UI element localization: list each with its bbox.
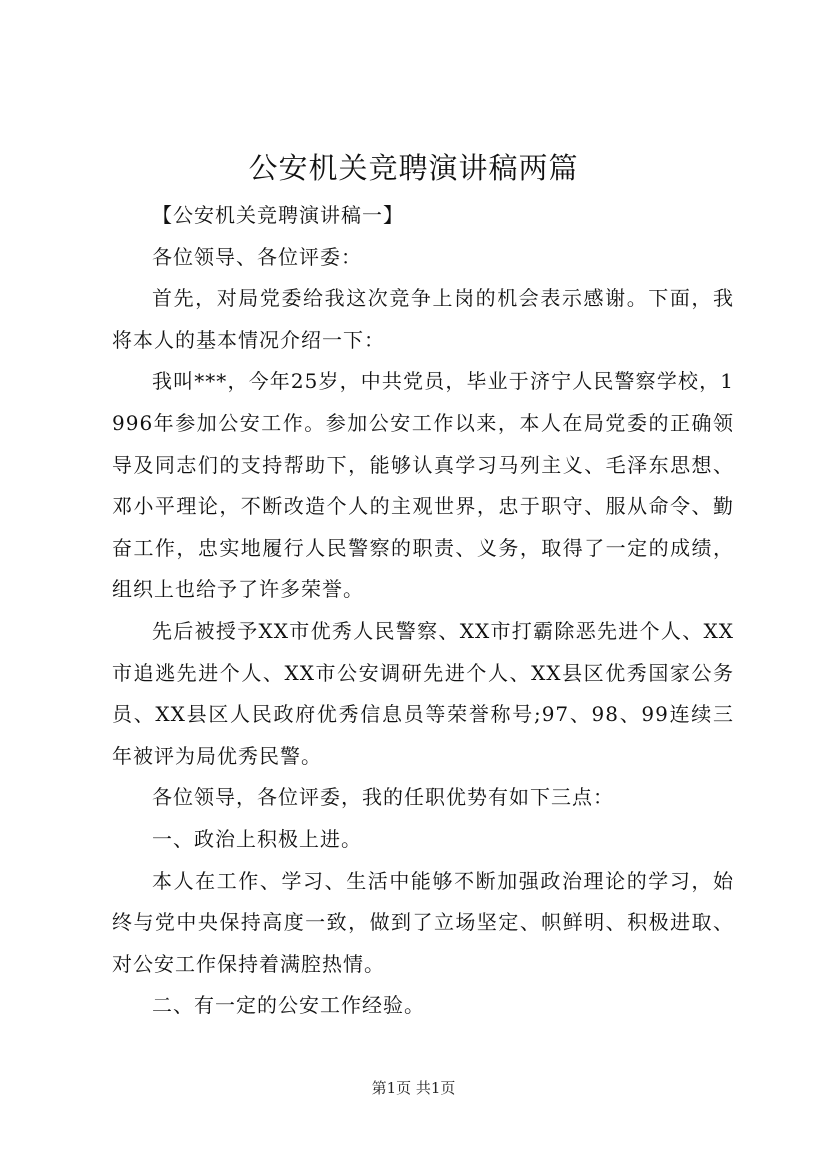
paragraph-advantages-intro: 各位领导，各位评委，我的任职优势有如下三点： — [152, 785, 614, 810]
page-footer: 第1页 共1页 — [371, 1079, 456, 1097]
paragraph-background: 我叫***，今年25岁，中共党员，毕业于济宁人民警察学校，1996年参加公安工作。参加公安工作以来，本人在局党委的正确领导及同志们的支持帮助下，能够认真学习马列主义、毛泽东思想、邓小平理论，不断改造个人的主观世界，忠于职守、服从命令、勤奋工作，忠实地履行人民警察的职责、义务，取得了一定的成绩，组织上也给予了许多荣誉。 — [112, 369, 734, 602]
paragraph-heading: 【公安机关竞聘演讲稿一】 — [152, 203, 404, 227]
document-body — [112, 195, 734, 1027]
paragraph-point-one-detail: 本人在工作、学习、生活中能够不断加强政治理论的学习，始终与党中央保持高度一致，做到了立场坚定、帜鲜明、积极进取、对公安工作保持着满腔热情。 — [112, 868, 734, 976]
document-title: 公安机关竞聘演讲稿两篇 — [248, 151, 579, 185]
paragraph-intro: 首先，对局党委给我这次竞争上岗的机会表示感谢。下面，我将本人的基本情况介绍一下： — [112, 286, 734, 352]
paragraph-honors: 先后被授予XX市优秀人民警察、XX市打霸除恶先进个人、XX市追逃先进个人、XX市公安调研先进个人、XX县区优秀国家公务员、XX县区人民政府优秀信息员等荣誉称号;97、98、99连续三年被评为局优秀民警。 — [112, 618, 734, 768]
paragraph-salutation: 各位领导、各位评委： — [152, 244, 362, 269]
paragraph-point-two: 二、有一定的公安工作经验。 — [152, 993, 425, 1018]
paragraph-point-one: 一、政治上积极上进。 — [152, 826, 362, 851]
